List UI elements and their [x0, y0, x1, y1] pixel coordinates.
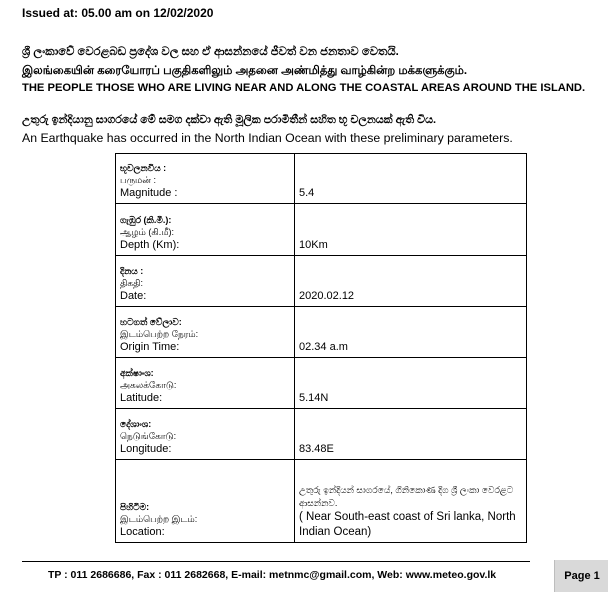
parameter-value — [295, 460, 527, 543]
label-english: Latitude: — [120, 392, 163, 404]
parameter-label — [116, 307, 295, 358]
parameter-label — [116, 256, 295, 307]
label-tamil: அகலக்கோடு: — [120, 380, 177, 390]
header-sinhala: ශ්‍රී ලංකාවේ වෙරළබඩ ප්‍රදේශ වල සහ ඒ ආසන්නයේ ජීවත් වන ජනතාව වෙතයි. — [22, 46, 399, 58]
label-sinhala: දේශාංශ: — [120, 419, 152, 429]
label-tamil: இடம்பெற்ற இடம்: — [120, 514, 198, 524]
parameter-label — [116, 409, 295, 460]
parameter-label — [116, 154, 295, 204]
label-sinhala: අක්ෂාංශ: — [120, 368, 154, 378]
longitude-value: 83.48E — [299, 443, 334, 455]
footer-contact: TP : 011 2686686, Fax : 011 2682668, E-mail: metnmc@gmail.com, Web: www.meteo.gov.lk — [48, 569, 497, 581]
header-english: THE PEOPLE THOSE WHO ARE LIVING NEAR AND ALONG THE COASTAL AREAS AROUND THE ISLAND. — [22, 82, 586, 94]
parameter-label — [116, 204, 295, 256]
label-english: Magnitude : — [120, 187, 178, 199]
label-english: Longitude: — [120, 443, 172, 455]
label-tamil: திகதி: — [120, 278, 144, 288]
label-sinhala: හටගත් වේලාව: — [120, 317, 182, 327]
location-value-english: ( Near South-east coast of Sri lanka, North Indian Ocean) — [299, 511, 516, 538]
parameter-value — [295, 154, 527, 204]
parameter-value — [295, 256, 527, 307]
parameter-value — [295, 358, 527, 409]
origin-time-value: 02.34 a.m — [299, 341, 348, 353]
table-row — [116, 307, 527, 358]
parameter-label — [116, 358, 295, 409]
parameter-value — [295, 204, 527, 256]
footer-divider — [22, 561, 530, 562]
issued-timestamp: Issued at: 05.00 am on 12/02/2020 — [22, 6, 214, 20]
label-tamil: ஆழம் (கி.மீ): — [120, 227, 175, 237]
table-row — [116, 358, 527, 409]
page-number-badge: Page 1 — [554, 560, 608, 592]
label-sinhala: පිහිටීම: — [120, 502, 150, 512]
parameter-value — [295, 409, 527, 460]
magnitude-value: 5.4 — [299, 187, 315, 199]
table-row — [116, 154, 527, 204]
label-tamil: இடம்பெற்ற நேரம்: — [120, 329, 199, 339]
label-sinhala: භූචලනවිය : — [120, 163, 167, 173]
label-english: Location: — [120, 526, 165, 538]
depth-value: 10Km — [299, 239, 328, 251]
earthquake-parameters-table — [115, 153, 527, 543]
parameter-value — [295, 307, 527, 358]
header-tamil: இலங்கையின் கரையோரப் பகுதிகளிலும் அதனை அண்மித்து வாழ்கின்ற மக்களுக்கும். — [22, 65, 468, 77]
location-value-sinhala: උතුරු ඉන්දියන් සාගරයේ, ගිනිකොණ දිග ශ්‍රී ලංකා වෙරළට ආසන්නව. — [299, 485, 514, 508]
table-row — [116, 460, 527, 543]
parameter-label — [116, 460, 295, 543]
table-row — [116, 409, 527, 460]
label-english: Date: — [120, 290, 147, 302]
label-tamil: பருமன் : — [120, 175, 157, 185]
intro-english: An Earthquake has occurred in the North Indian Ocean with these preliminary parameters. — [22, 131, 513, 145]
label-english: Depth (Km): — [120, 239, 180, 251]
latitude-value: 5.14N — [299, 392, 329, 404]
label-sinhala: ගැඹුර (කි.මී.): — [120, 215, 172, 225]
label-tamil: நெடுங்கோடு: — [120, 431, 177, 441]
label-sinhala: දිනය : — [120, 266, 144, 276]
table-row — [116, 256, 527, 307]
intro-sinhala: උතුරු ඉන්දියානු සාගරයේ මේ සමග දක්වා ඇති මූලික පරාමිතීන් සහිත භූ චලනයක් ඇති විය. — [22, 114, 437, 126]
date-value: 2020.02.12 — [299, 290, 355, 302]
table-row — [116, 204, 527, 256]
label-english: Origin Time: — [120, 341, 180, 353]
